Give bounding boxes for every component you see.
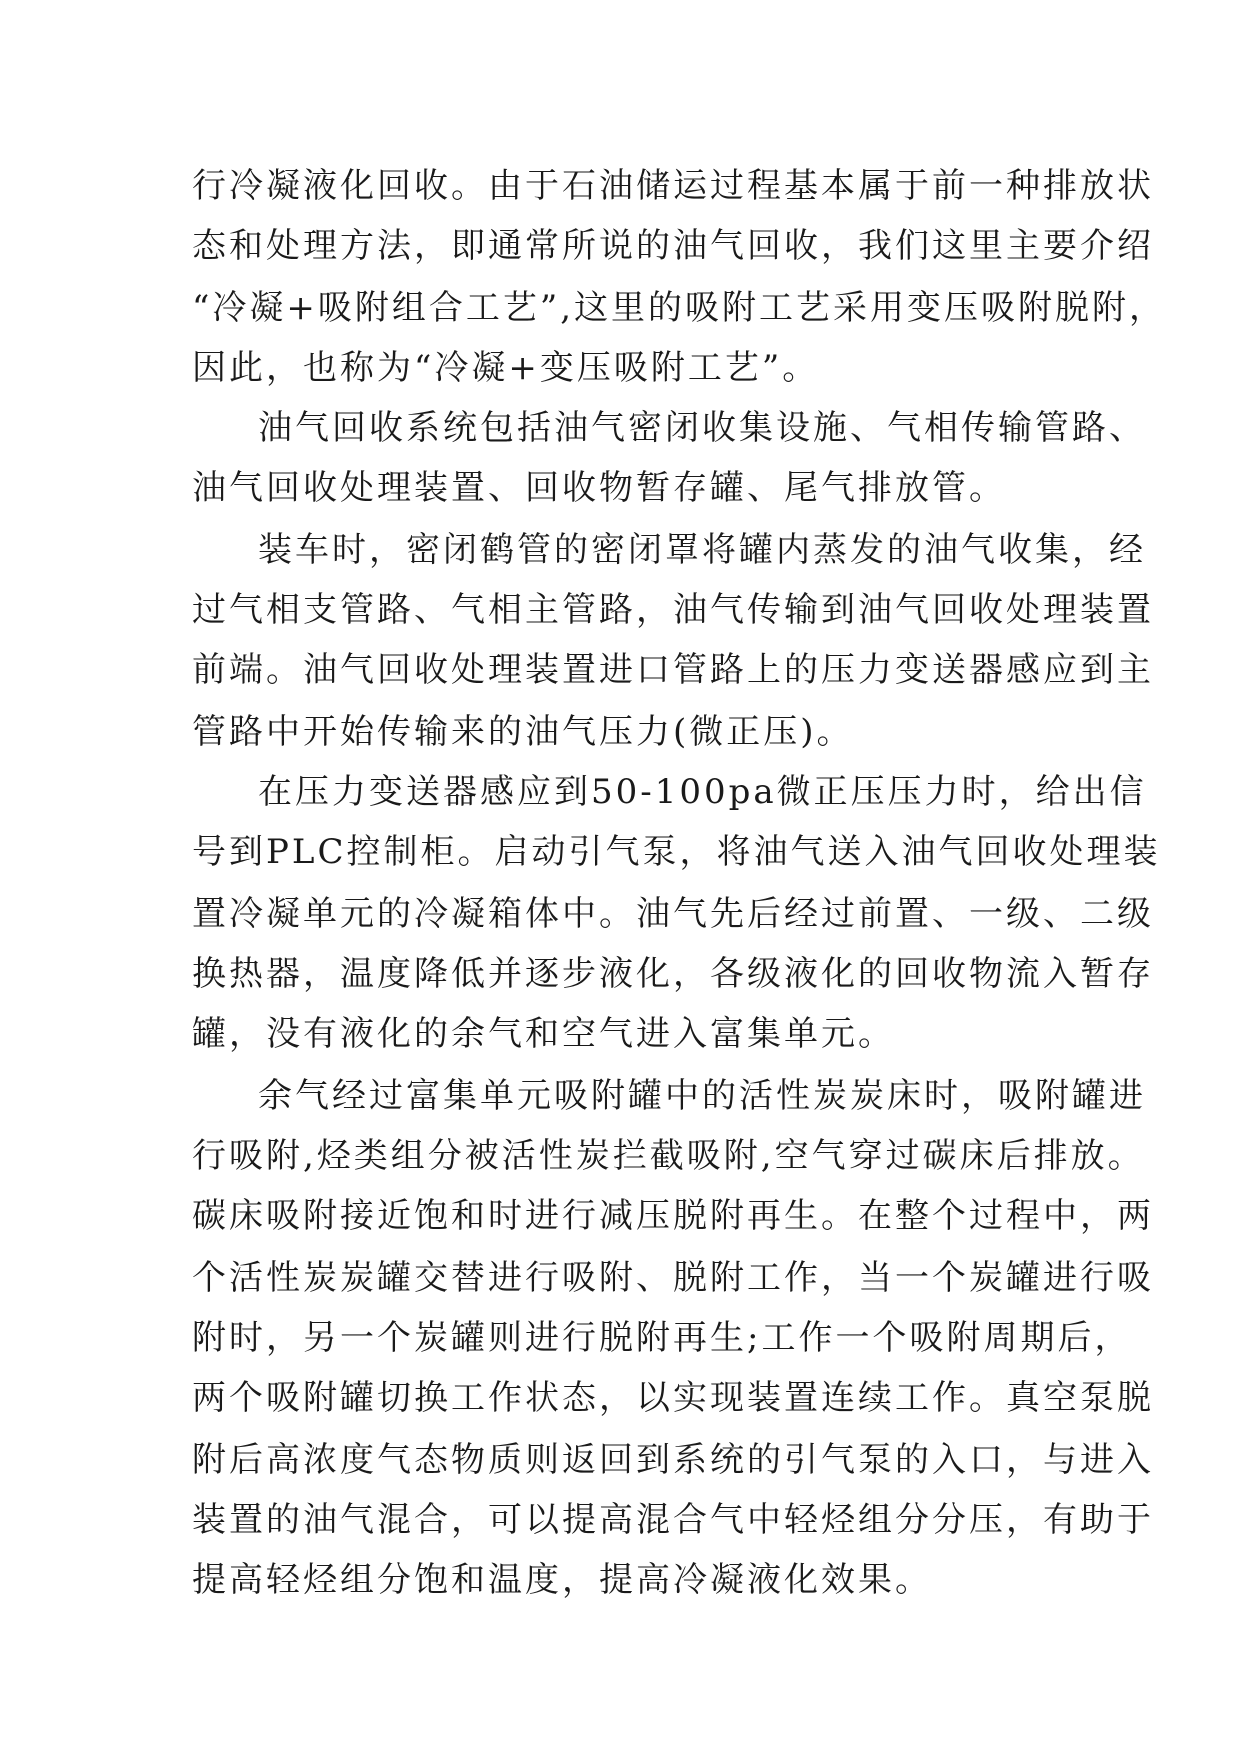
text-line: 管路中开始传输来的油气压力(微正压)。 bbox=[192, 712, 854, 752]
text-line: 在压力变送器感应到50-100pa微正压压力时，给出信 bbox=[258, 772, 1147, 812]
text-line: 罐，没有液化的余气和空气进入富集单元。 bbox=[192, 1014, 895, 1054]
text-line: 置冷凝单元的冷凝箱体中。油气先后经过前置、一级、二级 bbox=[192, 894, 1154, 934]
text-line: 前端。油气回收处理装置进口管路上的压力变送器感应到主 bbox=[192, 650, 1154, 690]
text-line: 油气回收处理装置、回收物暂存罐、尾气排放管。 bbox=[192, 468, 1006, 508]
text-line: 行吸附,烃类组分被活性炭拦截吸附,空气穿过碳床后排放。 bbox=[192, 1136, 1145, 1176]
text-line: 过气相支管路、气相主管路，油气传输到油气回收处理装置 bbox=[192, 590, 1154, 630]
text-line: “冷凝+吸附组合工艺”,这里的吸附工艺采用变压吸附脱附， bbox=[192, 288, 1167, 328]
text-line: 余气经过富集单元吸附罐中的活性炭炭床时，吸附罐进 bbox=[258, 1076, 1146, 1116]
text-line: 装置的油气混合，可以提高混合气中轻烃组分分压，有助于 bbox=[192, 1500, 1154, 1540]
text-line: 碳床吸附接近饱和时进行减压脱附再生。在整个过程中，两 bbox=[192, 1196, 1154, 1236]
text-line: 换热器，温度降低并逐步液化，各级液化的回收物流入暂存 bbox=[192, 954, 1154, 994]
text-line: 两个吸附罐切换工作状态，以实现装置连续工作。真空泵脱 bbox=[192, 1378, 1154, 1418]
text-line: 态和处理方法，即通常所说的油气回收，我们这里主要介绍 bbox=[192, 226, 1154, 266]
text-line: 个活性炭炭罐交替进行吸附、脱附工作，当一个炭罐进行吸 bbox=[192, 1258, 1154, 1298]
text-line: 油气回收系统包括油气密闭收集设施、气相传输管路、 bbox=[258, 408, 1146, 448]
text-line: 因此，也称为“冷凝+变压吸附工艺”。 bbox=[192, 348, 820, 388]
text-line: 提高轻烃组分饱和温度，提高冷凝液化效果。 bbox=[192, 1560, 932, 1600]
text-line: 附时，另一个炭罐则进行脱附再生;工作一个吸附周期后， bbox=[192, 1318, 1132, 1358]
text-line: 行冷凝液化回收。由于石油储运过程基本属于前一种排放状 bbox=[192, 166, 1154, 206]
text-line: 装车时，密闭鹤管的密闭罩将罐内蒸发的油气收集，经 bbox=[258, 530, 1146, 570]
text-line: 附后高浓度气态物质则返回到系统的引气泵的入口，与进入 bbox=[192, 1440, 1154, 1480]
text-line: 号到PLC控制柜。启动引气泵，将油气送入油气回收处理装 bbox=[192, 832, 1161, 872]
